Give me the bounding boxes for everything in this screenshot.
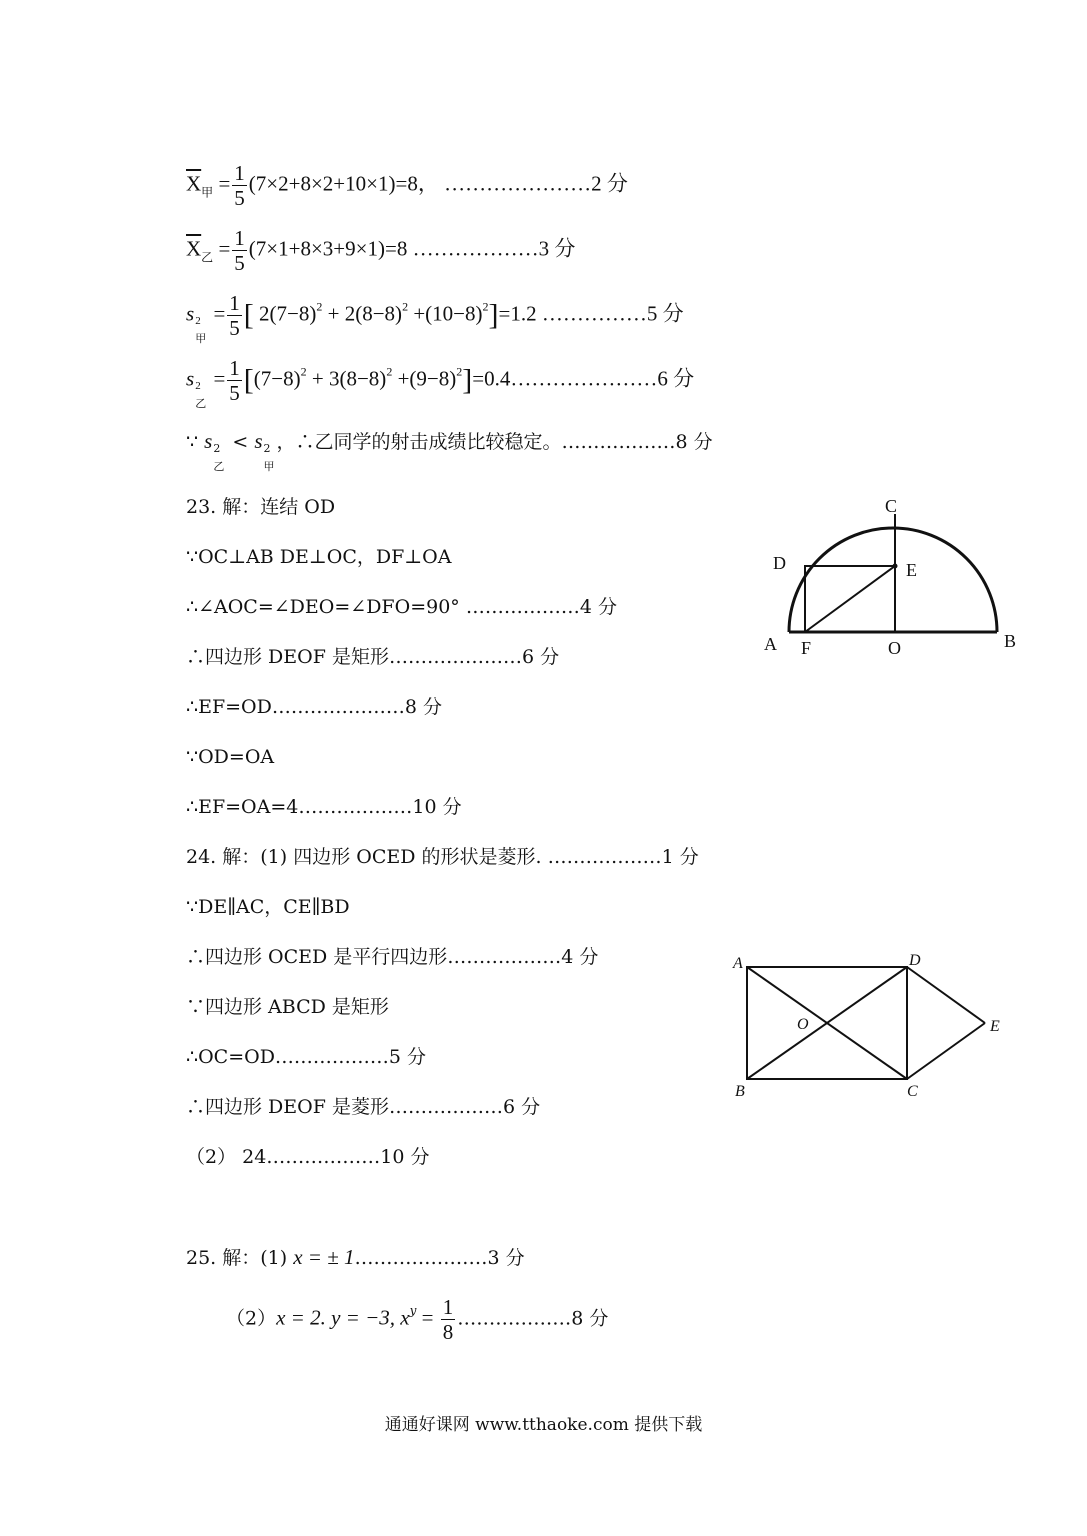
mean-yi-expression: (7×1+8×3+9×1)=8 bbox=[248, 236, 408, 261]
label-E: E bbox=[990, 1018, 1000, 1035]
q23-step-4: ∴EF=OD…………………8 分 bbox=[186, 696, 442, 718]
s-symbol: s bbox=[204, 429, 213, 453]
sub-jia: 甲 bbox=[201, 185, 214, 200]
s-symbol: s bbox=[186, 366, 195, 391]
label-B: B bbox=[1004, 631, 1017, 651]
coef: 2 bbox=[259, 301, 270, 326]
variance-jia-result: =1.2 bbox=[498, 301, 537, 326]
coef: + 3 bbox=[311, 366, 340, 391]
term: (9−8) bbox=[409, 366, 457, 391]
footer-credit: 通通好课网 www.tthaoke.com 提供下载 bbox=[384, 1415, 703, 1435]
label-F: F bbox=[801, 638, 812, 658]
mean-jia-expression: (7×2+8×2+10×1)=8， bbox=[248, 171, 439, 196]
term: (7−8) bbox=[269, 301, 317, 326]
q25-answer-1: x = ± 1 bbox=[293, 1245, 355, 1269]
q23-title: 23. 解：连结 OD bbox=[186, 496, 336, 518]
q25-part1 bbox=[186, 1244, 525, 1271]
s-symbol: s bbox=[186, 301, 195, 326]
q24-step-6: （2） 24………………10 分 bbox=[186, 1146, 430, 1168]
q25-title: 25. 解：(1) bbox=[186, 1247, 294, 1269]
right-bracket: ] bbox=[488, 298, 499, 332]
label-B: B bbox=[735, 1083, 745, 1100]
q25-score-1: …………………3 分 bbox=[354, 1247, 525, 1269]
q25-part2 bbox=[226, 1295, 608, 1344]
label-D: D bbox=[773, 553, 786, 573]
variance-jia-line: s 2 甲 = $\frac{1}{5}$ [ $2(7-8)^2 + 2(8-8)^2 +(10-8)^2]=1.2$ ……………5 分 bbox=[186, 291, 684, 346]
left-bracket: [ bbox=[243, 298, 254, 332]
label-C: C bbox=[885, 496, 898, 516]
mean-yi-score: ………………3 分 bbox=[412, 236, 576, 261]
less-than: < bbox=[232, 431, 249, 453]
sq: 2 bbox=[386, 364, 393, 379]
xbar-symbol: $\overline{X}$ bbox=[186, 171, 202, 196]
q23-step-2: ∴∠AOC=∠DEO=∠DFO=90° ………………4 分 bbox=[186, 596, 617, 618]
because-symbol: ∵ bbox=[186, 431, 199, 453]
variance-yi-result: =0.4 bbox=[472, 366, 511, 391]
s-symbol: s bbox=[254, 429, 263, 453]
exponent-y: y bbox=[409, 1303, 417, 1318]
q24-step-1: ∵DE∥AC，CE∥BD bbox=[186, 896, 350, 918]
term: (8−8) bbox=[355, 301, 403, 326]
q25-score-2: ………………8 分 bbox=[457, 1307, 609, 1330]
q24-step-4: ∴OC=OD………………5 分 bbox=[186, 1046, 427, 1068]
coef: + 2 bbox=[327, 301, 356, 326]
fraction-one-fifth: $\frac{1}{5}$ bbox=[229, 356, 240, 405]
label-O: O bbox=[797, 1016, 809, 1033]
sq: 2 bbox=[456, 364, 463, 379]
mean-jia-score: …………………2 分 bbox=[444, 171, 628, 196]
sq: 2 bbox=[316, 299, 323, 314]
q23-step-6: ∴EF=OA=4………………10 分 bbox=[186, 796, 462, 818]
fraction-one-fifth: $\frac{1}{5}$ bbox=[234, 161, 245, 210]
q24-title: 24. 解：(1) 四边形 OCED 的形状是菱形. ………………1 分 bbox=[186, 846, 699, 868]
label-E: E bbox=[906, 560, 917, 580]
variance-yi-score: …………………6 分 bbox=[510, 366, 695, 391]
plus: + bbox=[397, 366, 410, 391]
label-A: A bbox=[733, 955, 743, 972]
q23-step-1: ∵OC⊥AB DE⊥OC，DF⊥OA bbox=[186, 546, 452, 568]
q24-step-5: ∴四边形 DEOF 是菱形………………6 分 bbox=[186, 1096, 541, 1118]
xbar-symbol: $\overline{X}$ bbox=[186, 236, 202, 261]
left-bracket: [ bbox=[243, 363, 254, 397]
term: (10−8) bbox=[425, 301, 483, 326]
variance-jia-score: ……………5 分 bbox=[541, 301, 684, 326]
term: (8−8) bbox=[339, 366, 387, 391]
term: (7−8) bbox=[253, 366, 301, 391]
equals: = bbox=[416, 1305, 439, 1330]
q23-step-3: ∴四边形 DEOF 是矩形…………………6 分 bbox=[186, 646, 560, 668]
conclusion-score: ………………8 分 bbox=[561, 431, 713, 453]
variance-yi-line: s 2 乙 = $\frac{1}{5}$ [$(7-8)^2 + 3(8-8)^2$ $+(9-8)^2]=0.4\dots\dots\dots\dots\dots\dots\dots 6$ 分 bbox=[186, 356, 695, 411]
semicircle-figure bbox=[755, 490, 1025, 665]
q23-step-5: ∵OD=OA bbox=[186, 746, 275, 768]
rectangle-rhombus-figure bbox=[725, 945, 1015, 1110]
sq: 2 bbox=[300, 364, 307, 379]
fraction-one-fifth: $\frac{1}{5}$ bbox=[234, 226, 245, 275]
sq: 2 bbox=[402, 299, 409, 314]
right-bracket: ] bbox=[462, 363, 473, 397]
mean-jia-line: $\overline{X}_甲$ = $\frac{1}{5}$ (7×2+8×2+10×1)=8， …………………2 分 bbox=[186, 161, 628, 210]
sq: 2 bbox=[482, 299, 489, 314]
q24-step-2: ∴四边形 OCED 是平行四边形………………4 分 bbox=[186, 946, 599, 968]
conclusion-line: ∵ s 2 乙 < s 2 甲 ，∴乙同学的射击成绩比较稳定。………………8 分 bbox=[186, 429, 713, 473]
label-O: O bbox=[888, 638, 901, 658]
label-A: A bbox=[764, 634, 777, 654]
plus: + bbox=[413, 301, 426, 326]
q25-answer-2: x = 2. y = −3, x bbox=[276, 1305, 410, 1330]
q24-step-3: ∵四边形 ABCD 是矩形 bbox=[186, 996, 389, 1018]
sub-yi: 乙 bbox=[201, 250, 214, 265]
fraction-one-eighth: $\frac{1}{8}$ bbox=[442, 1295, 454, 1344]
label-D: D bbox=[909, 952, 921, 969]
conclusion-text: ，∴乙同学的射击成绩比较稳定。 bbox=[276, 431, 562, 453]
q25-part2-label: （2） bbox=[226, 1307, 277, 1330]
fraction-one-fifth: $\frac{1}{5}$ bbox=[229, 291, 240, 340]
label-C: C bbox=[907, 1083, 918, 1100]
mean-yi-line: $\overline{X}_乙$ = $\frac{1}{5}$ (7×1+8×3+9×1)=8 ………………3 分 bbox=[186, 226, 576, 275]
